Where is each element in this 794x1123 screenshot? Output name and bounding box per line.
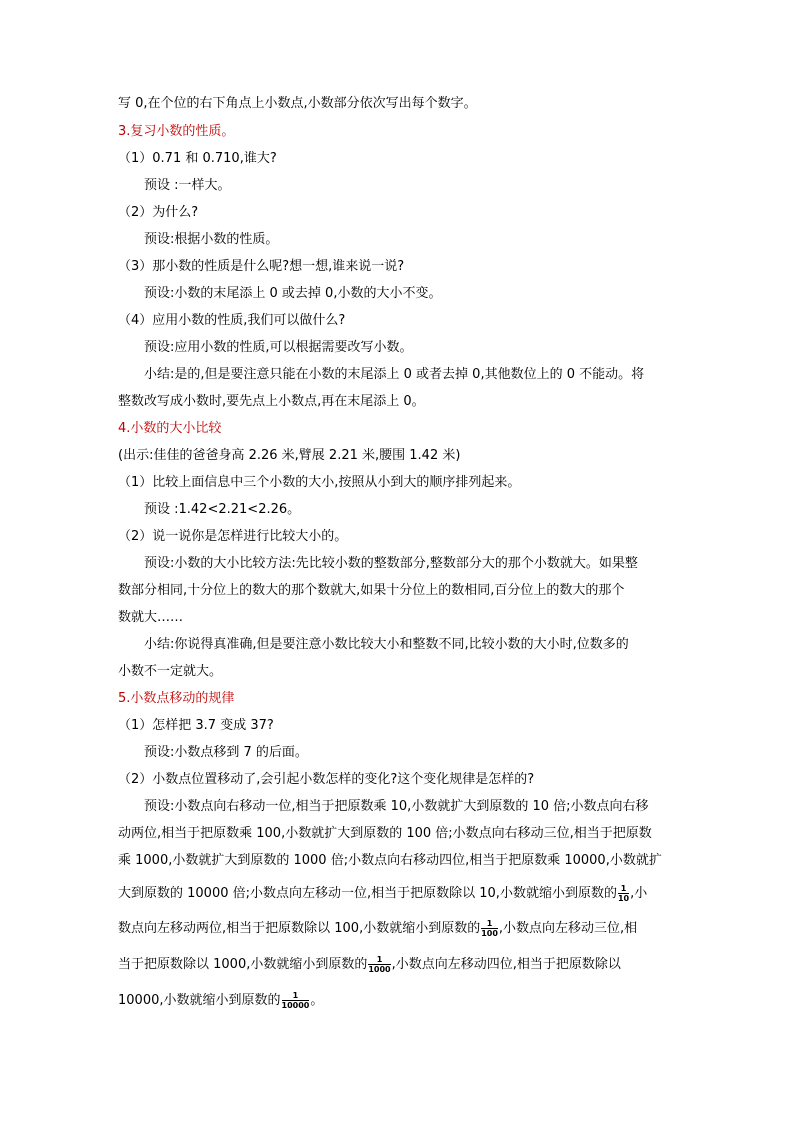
fraction-denominator: 10000: [281, 1001, 310, 1010]
summary-1-line-1: 小结:是的,但是要注意只能在小数的末尾添上 0 或者去掉 0,其他数位上的 0 不能动。将: [144, 367, 645, 382]
text-segment: ,小数点向左移动四位,相当于把原数除以: [391, 957, 621, 972]
answer-8-line-2: 动两位,相当于把原数乘 100,小数就扩大到原数的 100 倍;小数点向右移动三位,相当于把原数: [118, 826, 652, 841]
answer-5: 预设 :1.42<2.21<2.26。: [144, 502, 301, 517]
answer-2: 预设:根据小数的性质。: [144, 232, 279, 247]
text-segment: 当于把原数除以 1000,小数就缩小到原数的: [118, 957, 368, 972]
answer-8-line-4: [118, 884, 647, 904]
summary-1-line-2: 整数改写成小数时,要先点上小数点,再在末尾添上 0。: [118, 394, 425, 409]
summary-2-line-2: 小数不一定就大。: [118, 664, 223, 679]
fraction-denominator: 10: [617, 894, 630, 903]
answer-4: 预设:应用小数的性质,可以根据需要改写小数。: [144, 340, 413, 355]
fraction-numerator: 1: [368, 955, 390, 965]
text-segment: ,小: [630, 886, 648, 901]
answer-6-line-3: 数就大……: [118, 610, 184, 625]
answer-6-line-2: 数部分相同,十分位上的数大的那个数就大,如果十分位上的数相同,百分位上的数大的那个: [118, 583, 625, 598]
answer-8-line-6: [118, 955, 621, 975]
text-segment: ,小数点向左移动三位,相: [498, 921, 638, 936]
question-6: （2）说一说你是怎样进行比较大小的。: [118, 529, 348, 544]
fraction-denominator: 1000: [368, 965, 391, 974]
fraction-1-10: [618, 884, 629, 903]
answer-8-line-7: [118, 991, 323, 1011]
info-line: (出示:佳佳的爸爸身高 2.26 米,臂展 2.21 米,腰围 1.42 米): [118, 448, 461, 463]
answer-8-line-3: 乘 1000,小数就扩大到原数的 1000 倍;小数点向右移动四位,相当于把原数乘 10000,小数就扩: [118, 853, 662, 868]
section-heading-5: 5.小数点移动的规律: [118, 691, 235, 706]
question-5: （1）比较上面信息中三个小数的大小,按照从小到大的顺序排列起来。: [118, 475, 521, 490]
question-2: （2）为什么?: [118, 205, 199, 220]
fraction-denominator: 100: [481, 929, 498, 938]
text-segment: 大到原数的 10000 倍;小数点向左移动一位,相当于把原数除以 10,小数就缩小到原数的: [118, 886, 617, 901]
text-line: 写 0,在个位的右下角点上小数点,小数部分依次写出每个数字。: [118, 96, 477, 111]
fraction-numerator: 1: [618, 884, 629, 894]
answer-3: 预设:小数的末尾添上 0 或去掉 0,小数的大小不变。: [144, 286, 442, 301]
fraction-1-10000: [282, 991, 310, 1010]
text-segment: 数点向左移动两位,相当于把原数除以 100,小数就缩小到原数的: [118, 921, 481, 936]
question-1: （1）0.71 和 0.710,谁大?: [118, 151, 277, 166]
summary-2-line-1: 小结:你说得真准确,但是要注意小数比较大小和整数不同,比较小数的大小时,位数多的: [144, 637, 629, 652]
section-heading-4: 4.小数的大小比较: [118, 421, 222, 436]
question-7: （1）怎样把 3.7 变成 37?: [118, 718, 274, 733]
fraction-1-1000: [368, 955, 390, 974]
question-4: （4）应用小数的性质,我们可以做什么?: [118, 313, 346, 328]
answer-7: 预设:小数点移到 7 的后面。: [144, 745, 308, 760]
question-8: （2）小数点位置移动了,会引起小数怎样的变化?这个变化规律是怎样的?: [118, 772, 535, 787]
answer-6-line-1: 预设:小数的大小比较方法:先比较小数的整数部分,整数部分大的那个小数就大。如果整: [144, 556, 638, 571]
fraction-numerator: 1: [481, 919, 498, 929]
fraction-numerator: 1: [282, 991, 310, 1001]
section-heading-3: 3.复习小数的性质。: [118, 124, 235, 139]
question-3: （3）那小数的性质是什么呢?想一想,谁来说一说?: [118, 259, 405, 274]
text-segment: 10000,小数就缩小到原数的: [118, 993, 281, 1008]
answer-8-line-5: [118, 919, 637, 939]
text-segment: 。: [310, 993, 324, 1008]
answer-1: 预设 :一样大。: [144, 178, 231, 193]
fraction-1-100: [481, 919, 498, 938]
answer-8-line-1: 预设:小数点向右移动一位,相当于把原数乘 10,小数就扩大到原数的 10 倍;小数点向右移: [144, 799, 649, 814]
